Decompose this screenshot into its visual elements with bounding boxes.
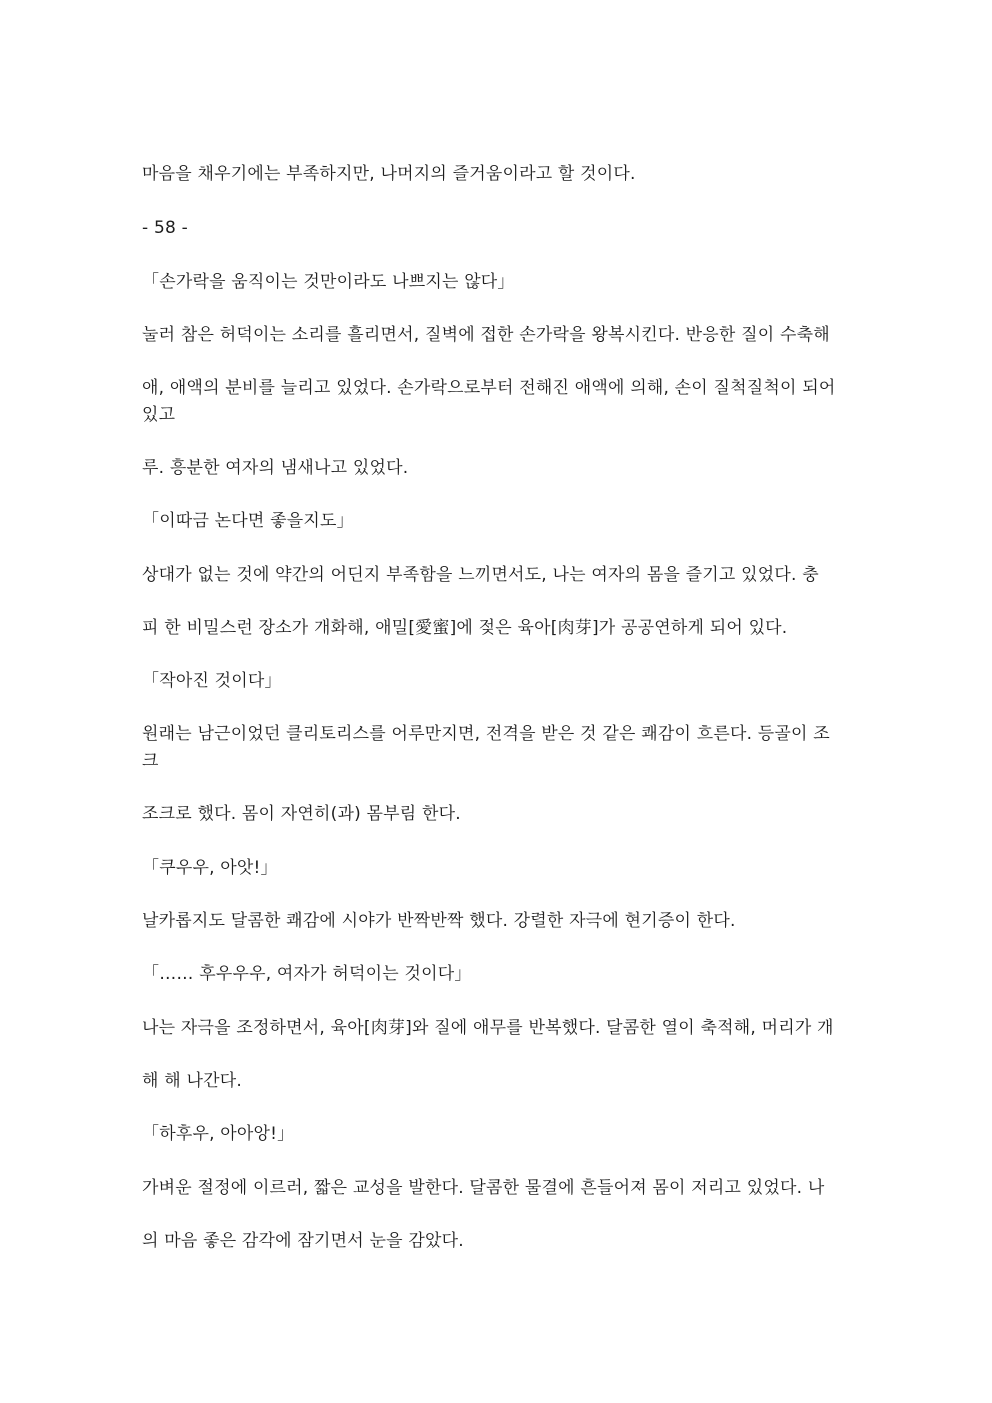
text-line: 원래는 남근이었던 클리토리스를 어루만지면, 전격을 받은 것 같은 쾌감이 흐른다. 등골이 조 <box>142 724 830 744</box>
text-line: 의 마음 좋은 감각에 잠기면서 눈을 감았다. <box>142 1231 464 1251</box>
page-number: - 58 - <box>142 218 188 238</box>
dialogue-line: 「작아진 것이다」 <box>142 671 282 691</box>
text-line: 나는 자극을 조정하면서, 육아[肉芽]와 질에 애무를 반복했다. 달콤한 열이 축적해, 머리가 개 <box>142 1018 834 1038</box>
text-line: 가벼운 절정에 이르러, 짧은 교성을 발한다. 달콤한 물결에 흔들어져 몸이 저리고 있었다. 나 <box>142 1178 825 1198</box>
text-line: 날카롭지도 달콤한 쾌감에 시야가 반짝반짝 했다. 강렬한 자극에 현기증이 한다. <box>142 911 736 931</box>
dialogue-line: 「손가락을 움직이는 것만이라도 나쁘지는 않다」 <box>142 272 515 292</box>
text-line: 있고 <box>142 405 176 425</box>
text-line: 루. 흥분한 여자의 냄새나고 있었다. <box>142 458 409 478</box>
text-line: 애, 애액의 분비를 늘리고 있었다. 손가락으로부터 전해진 애액에 의해, 손이 질척질척이 되어 <box>142 378 836 398</box>
dialogue-line: 「하후우, 아아앙!」 <box>142 1124 295 1144</box>
text-line: 마음을 채우기에는 부족하지만, 나머지의 즐거움이라고 할 것이다. <box>142 164 636 184</box>
text-line: 피 한 비밀스런 장소가 개화해, 애밀[愛蜜]에 젖은 육아[肉芽]가 공공연하게 되어 있다. <box>142 618 788 638</box>
text-line: 상대가 없는 것에 약간의 어딘지 부족함을 느끼면서도, 나는 여자의 몸을 즐기고 있었다. 충 <box>142 565 819 585</box>
text-line: 눌러 참은 허덕이는 소리를 흘리면서, 질벽에 접한 손가락을 왕복시킨다. 반응한 질이 수축해 <box>142 325 830 345</box>
dialogue-line: 「쿠우우, 아앗!」 <box>142 858 278 878</box>
dialogue-line: 「…… 후우우우, 여자가 허덕이는 것이다」 <box>142 964 472 984</box>
dialogue-line: 「이따금 논다면 좋을지도」 <box>142 511 354 531</box>
text-line: 크 <box>142 751 159 771</box>
text-line: 해 해 나간다. <box>142 1071 242 1091</box>
text-line: 조크로 했다. 몸이 자연히(과) 몸부림 한다. <box>142 804 461 824</box>
